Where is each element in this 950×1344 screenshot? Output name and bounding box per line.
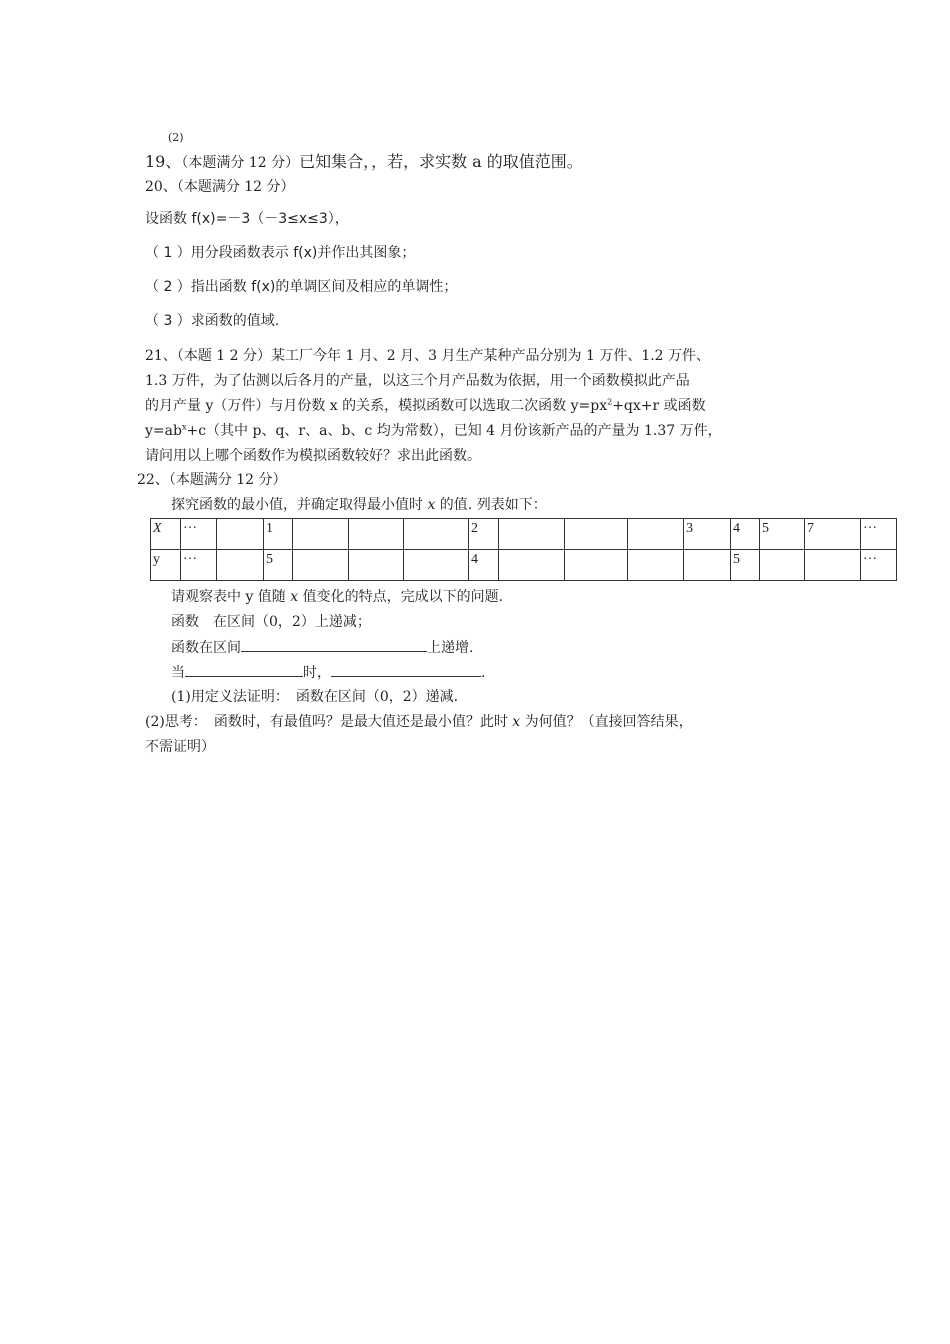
q19-text: 已知集合，，若，求实数 a 的取值范围。 xyxy=(299,152,583,171)
q22-intro xyxy=(171,495,547,515)
q20-part1: （ 1 ）用分段函数表示 f(x)并作出其图象； xyxy=(145,245,416,261)
q21-line3-b: +qx+r 或函数 xyxy=(612,398,706,414)
q21-line3-exponent: 2 xyxy=(607,397,613,407)
q19-line xyxy=(145,152,583,173)
q21-score: （本题 1 2 分） xyxy=(176,348,271,364)
q22-proof: (1)用定义法证明： 函数在区间（0，2）递减. xyxy=(171,689,459,705)
q19-score: （本题满分 12 分） xyxy=(181,155,300,171)
q22-observe xyxy=(171,587,503,607)
q21-line5: 请问用以上哪个函数作为模拟函数较好？求出此函数。 xyxy=(145,448,481,464)
q22-observe-x: x xyxy=(290,589,299,605)
q20-part2: （ 2 ）指出函数 f(x)的单调区间及相应的单调性； xyxy=(145,279,458,295)
q18-part2-label: (2) xyxy=(168,131,184,144)
q19-number: 19、 xyxy=(145,152,182,171)
table-row-x xyxy=(151,519,897,550)
table-cell: X xyxy=(151,519,181,550)
answer-blank[interactable] xyxy=(185,662,303,677)
q22-think-x: x xyxy=(512,714,521,730)
table-cell: 1 xyxy=(264,519,293,550)
q22-observe-b: 值变化的特点，完成以下的问题. xyxy=(298,589,504,605)
q22-when-a: 当 xyxy=(171,665,185,681)
q22-intro-a: 探究函数的最小值，并确定取得最小值时 xyxy=(171,497,428,513)
table-cell: ··· xyxy=(861,550,897,581)
q22-think-a: (2)思考： 函数时，有最值吗？是最大值还是最小值？此时 xyxy=(145,714,513,730)
answer-blank[interactable] xyxy=(331,662,481,677)
q22-header xyxy=(137,470,287,490)
q22-increasing-b: 上递增. xyxy=(427,640,474,656)
table-cell xyxy=(565,519,628,550)
table-cell: 5 xyxy=(731,550,760,581)
table-cell xyxy=(404,519,469,550)
table-cell xyxy=(349,550,404,581)
table-row-y xyxy=(151,550,897,581)
table-cell: ··· xyxy=(181,550,217,581)
q21-line3-a: 的月产量 y（万件）与月份数 x 的关系，模拟函数可以选取二次函数 y=px xyxy=(145,398,608,414)
q20-part3: （ 3 ）求函数的值域. xyxy=(145,313,280,329)
table-cell xyxy=(684,550,731,581)
table-cell xyxy=(805,550,861,581)
q21-line4-b: +c（其中 p、q、r、a、b、c 均为常数），已知 4 月份该新产品的产量为 1.37 万件， xyxy=(186,423,722,439)
table-cell xyxy=(760,550,805,581)
q21-line4-a: y=ab xyxy=(145,423,182,439)
table-cell: ··· xyxy=(181,519,217,550)
table-cell xyxy=(628,550,684,581)
table-cell: 2 xyxy=(469,519,499,550)
q21-number: 21、 xyxy=(145,348,177,364)
q20-number: 20、 xyxy=(145,179,177,195)
answer-blank[interactable] xyxy=(241,637,427,652)
table-cell: y xyxy=(151,550,181,581)
q21-line4 xyxy=(145,421,722,441)
q21-line4-exponent: x xyxy=(181,422,187,432)
q22-when-line xyxy=(171,662,485,683)
q22-intro-b: 的值. 列表如下： xyxy=(435,497,547,513)
table-cell: 5 xyxy=(264,550,293,581)
table-cell xyxy=(217,519,264,550)
q22-increasing-a: 函数在区间 xyxy=(171,640,241,656)
q20-header xyxy=(145,177,295,197)
table-cell xyxy=(628,519,684,550)
q21-line2: 1.3 万件，为了估测以后各月的产量，以这三个月产品数为依据，用一个函数模拟此产品 xyxy=(145,373,690,389)
q22-when-c: . xyxy=(481,665,486,681)
q20-intro: 设函数 f(x)=－3（－3≤x≤3）， xyxy=(145,211,349,227)
q22-number: 22、 xyxy=(137,472,169,488)
table-cell: 4 xyxy=(469,550,499,581)
table-cell: ··· xyxy=(861,519,897,550)
q21-line3 xyxy=(145,396,706,416)
table-cell xyxy=(349,519,404,550)
q22-decreasing-line: 函数 在区间（0，2）上递减； xyxy=(171,614,371,630)
table-cell xyxy=(499,550,565,581)
q22-score: （本题满分 12 分） xyxy=(168,472,287,488)
q22-intro-x: x xyxy=(427,497,436,513)
q22-observe-a: 请观察表中 y 值随 xyxy=(171,589,291,605)
q22-think-continued: 不需证明） xyxy=(145,739,215,755)
q22-when-b: 时， xyxy=(303,665,331,681)
q22-think xyxy=(145,712,693,732)
q21-line1 xyxy=(145,346,710,366)
table-cell xyxy=(565,550,628,581)
table-cell: 4 xyxy=(731,519,760,550)
table-cell: 5 xyxy=(760,519,805,550)
table-cell xyxy=(293,550,349,581)
q21-text-line1: 某工厂今年 1 月、2 月、3 月生产某种产品分别为 1 万件、1.2 万件、 xyxy=(271,348,711,364)
q22-increasing-line xyxy=(171,637,473,658)
table-cell: 3 xyxy=(684,519,731,550)
q20-score: （本题满分 12 分） xyxy=(176,179,295,195)
table-cell xyxy=(404,550,469,581)
table-cell xyxy=(499,519,565,550)
value-table xyxy=(150,518,897,581)
table-cell xyxy=(217,550,264,581)
q22-think-b: 为何值？（直接回答结果， xyxy=(520,714,693,730)
table-cell: 7 xyxy=(805,519,861,550)
table-cell xyxy=(293,519,349,550)
